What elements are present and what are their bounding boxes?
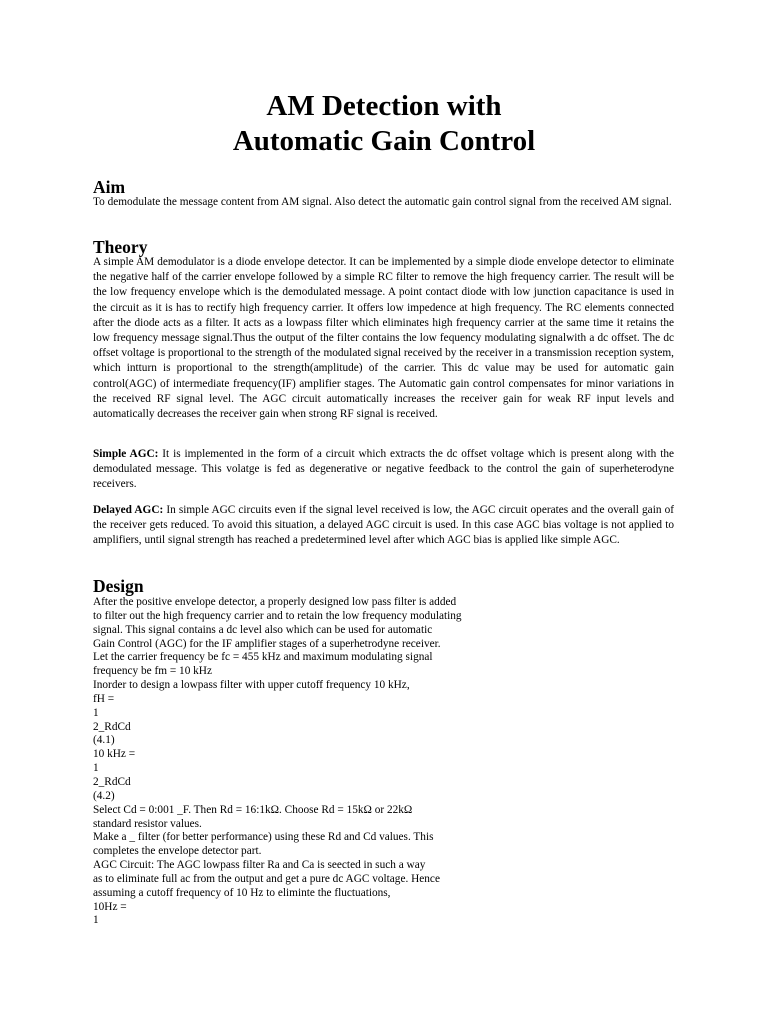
theory-heading: Theory [93, 237, 148, 257]
design-line: to filter out the high frequency carrier and to retain the low frequency modulating [93, 609, 462, 622]
design-line: Gain Control (AGC) for the IF amplifier stages of a superhetrodyne receiver. [93, 637, 441, 650]
design-line: 1 [93, 706, 99, 719]
design-line: assuming a cutoff frequency of 10 Hz to eliminte the fluctuations, [93, 886, 391, 899]
design-line: 10Hz = [93, 900, 127, 913]
simple-agc-text: It is implemented in the form of a circuit which extracts the dc offset voltage which is present along with the demodulated message. This volatge is fed as degenerative or negative feedback to the control the gain of superheterodyne receivers. [93, 448, 674, 491]
design-line: 10 kHz = [93, 748, 136, 761]
design-line: (4.2) [93, 789, 115, 802]
design-line: as to eliminate full ac from the output and get a pure dc AGC voltage. Hence [93, 872, 440, 885]
design-line: completes the envelope detector part. [93, 845, 262, 858]
aim-heading: Aim [93, 177, 126, 197]
design-line: AGC Circuit: The AGC lowpass filter Ra and Ca is seected in such a way [93, 859, 426, 872]
design-line: Inorder to design a lowpass filter with upper cutoff frequency 10 kHz, [93, 679, 410, 692]
design-line: frequency be fm = 10 kHz [93, 665, 212, 678]
design-line: After the positive envelope detector, a properly designed low pass filter is added [93, 596, 457, 608]
design-line: signal. This signal contains a dc level also which can be used for automatic [93, 623, 433, 636]
design-line: Select Cd = 0:001 _F. Then Rd = 16:1kΩ. Choose Rd = 15kΩ or 22kΩ [93, 803, 413, 816]
design-line: Make a _ filter (for better performance) using these Rd and Cd values. This [93, 831, 434, 844]
document-title-line-2: Automatic Gain Control [232, 125, 536, 157]
design-heading: Design [93, 576, 144, 596]
aim-paragraph: To demodulate the message content from AM signal. Also detect the automatic gain control signal from the received AM signal. [93, 196, 672, 208]
design-line: (4.1) [93, 734, 115, 747]
delayed-agc-label: Delayed AGC: [93, 504, 164, 516]
design-line: standard resistor values. [93, 817, 202, 830]
design-body [93, 596, 462, 928]
simple-agc-paragraph [93, 447, 674, 493]
design-line: 1 [93, 762, 99, 775]
design-line: Let the carrier frequency be fc = 455 kHz and maximum modulating signal [93, 651, 433, 664]
delayed-agc-paragraph [93, 503, 674, 549]
theory-paragraph: A simple AM demodulator is a diode envelope detector. It can be implemented by a simple diode envelope detector to eliminate the negative half of the carrier envelope followed by a simple RC filter to remove the high frequency carrier. The result will be the low frequency envelope which is the demodulated message. A point contact diode with low junction capacitance is used in the circuit as it is has to rectify high frequency carrier. It offers low impedence at high frequency. The RC elements connected after the diode acts as a filter. It acts as a lowpass filter which eliminates high frequency carrier at the same time it retains the low frequency message signal.Thus the output of the filter contains the low fequency modulating signalwith a dc offset. The dc offset voltage is proportional to the strength of the modulated signal received by the receiver in a transmission reception system, which intturn is proportional to the strength(amplitude) of the carrier. This dc value may be used for automatic gain control(AGC) of intermediate frequency(IF) amplifier stages. The Automatic gain control compensates for minor variations in the received RF signal level. The AGC circuit automatically increases the receiver gain for weak RF input levels and automatically decreases the receiver gain when strong RF signal is received. [93, 256, 674, 421]
design-line: 1 [93, 914, 99, 927]
design-line: fH = [93, 692, 115, 705]
simple-agc-label: Simple AGC: [93, 448, 159, 460]
document-title-line-1: AM Detection with [266, 90, 502, 122]
delayed-agc-text: In simple AGC circuits even if the signal level received is low, the AGC circuit operates and the overall gain of the receiver gets reduced. To avoid this situation, a delayed AGC circuit is used. In this case AGC bias voltage is not applied to amplifiers, until signal strength has reached a predetermined level after which AGC bias is applied like simple AGC. [93, 504, 674, 547]
design-line: 2_RdCd [93, 720, 131, 733]
design-line: 2_RdCd [93, 775, 131, 788]
